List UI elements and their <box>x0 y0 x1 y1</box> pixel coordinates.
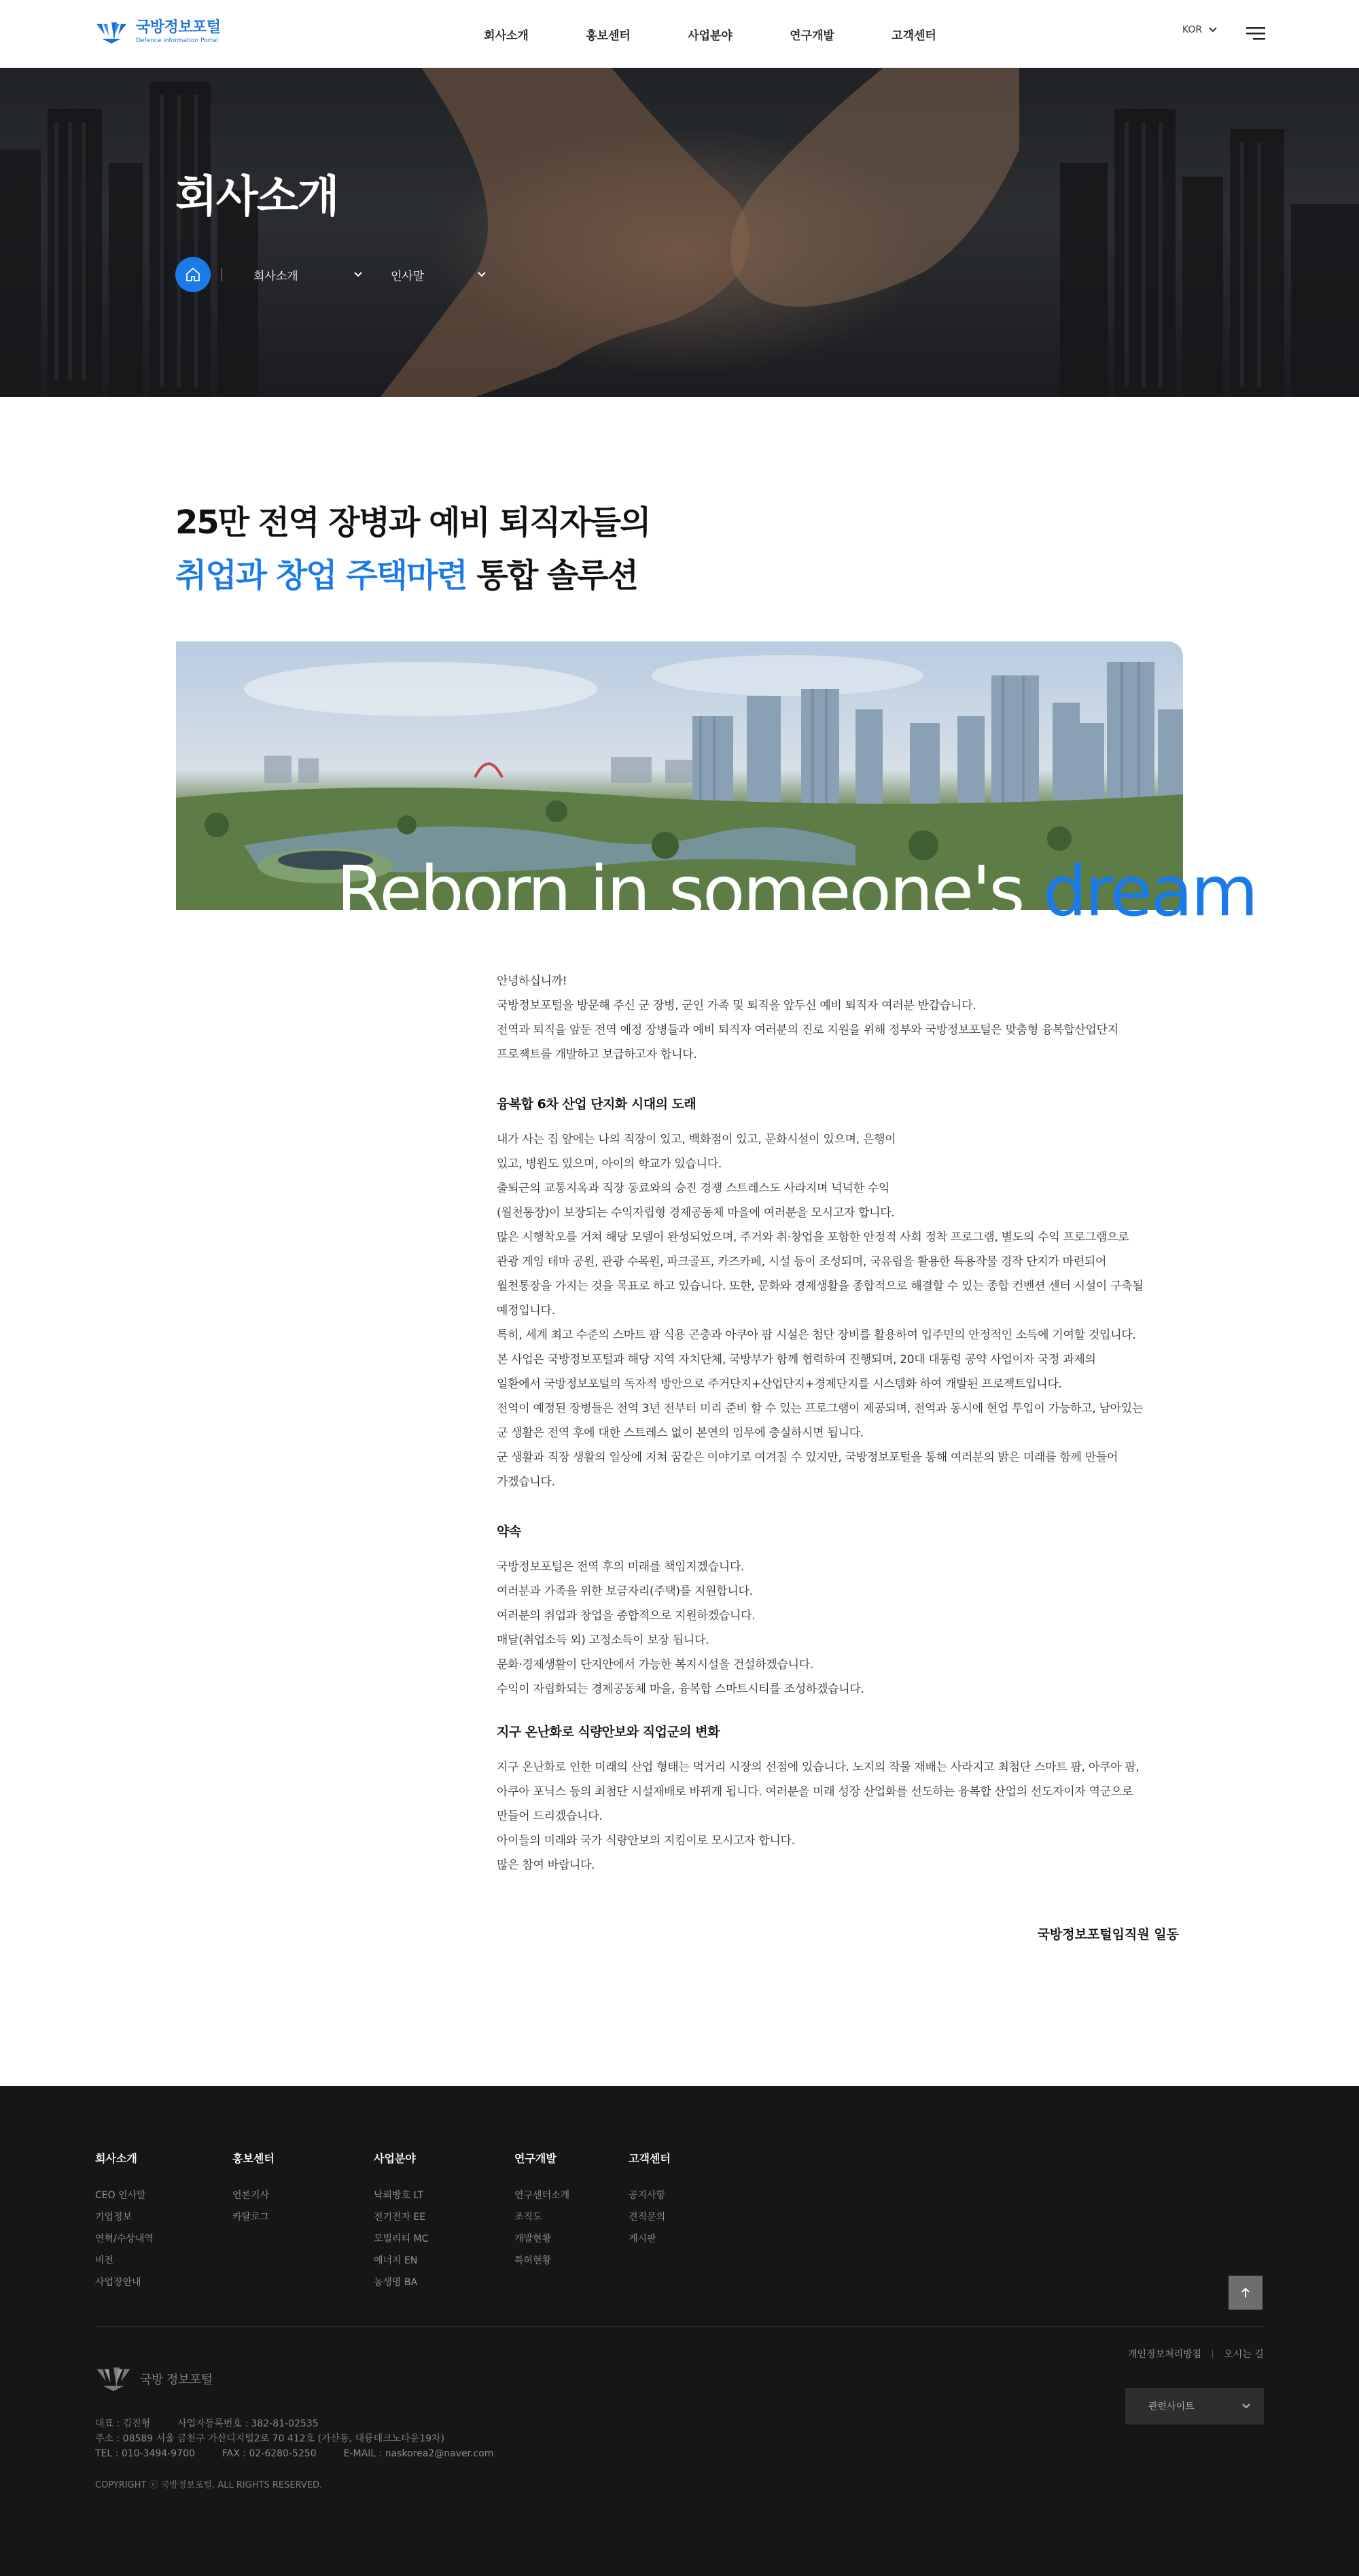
footer-sitemap-company <box>95 2150 154 2293</box>
greeting-text-line: (월천통장)이 보장되는 수익자립형 경제공동체 마을에 여러분을 모시고자 합니다. <box>497 1206 895 1220</box>
footer-link[interactable]: CEO 인사말 <box>95 2190 146 2201</box>
company-email: E-MAIL : naskorea2@naver.com <box>343 2448 494 2459</box>
greeting-text-line: 전역이 예정된 장병들은 전역 3년 전부터 미리 준비 할 수 있는 프로그램이 제공되며, 전역과 동시에 현업 투입이 가능하고, 남아있는 <box>497 1402 1143 1415</box>
greeting-text-line: 안녕하십니까! <box>497 974 567 988</box>
greeting-text-line: 여러분과 가족을 위한 보금자리(주택)를 지원합니다. <box>497 1585 753 1598</box>
greeting-text-line: 일환에서 국방정보포털의 독자적 방안으로 주거단지+산업단지+경제단지를 시스템화 하여 개발된 프로젝트입니다. <box>497 1377 1062 1391</box>
directions-link[interactable]: 오시는 길 <box>1224 2349 1264 2360</box>
nav-item-pr[interactable]: 홍보센터 <box>586 29 631 43</box>
footer-column-title[interactable]: 홍보센터 <box>232 2152 275 2165</box>
greeting-text-line: 많은 참여 바랍니다. <box>497 1858 595 1872</box>
footer-link[interactable]: 언론기사 <box>232 2190 270 2201</box>
greeting-text-line: 국방정보포털을 방문해 주신 군 장병, 군인 가족 및 퇴직을 앞두신 예비 퇴직자 여러분 반갑습니다. <box>497 999 976 1012</box>
footer-link[interactable]: 카탈로그 <box>232 2212 270 2223</box>
footer-column-title[interactable]: 회사소개 <box>95 2152 137 2165</box>
section-heading-promise: 약속 <box>497 1524 521 1539</box>
nav-item-business[interactable]: 사업분야 <box>688 29 733 43</box>
company-fax: FAX : 02-6280-5250 <box>222 2448 317 2459</box>
nav-item-rnd[interactable]: 연구개발 <box>790 29 834 43</box>
greeting-text-line: 많은 시행착오를 거쳐 해당 모델이 완성되었으며, 주거와 취·창업을 포함한 안정적 사회 정착 프로그램, 별도의 수익 프로그램으로 <box>497 1231 1129 1244</box>
site-header <box>0 0 1359 68</box>
greeting-text-line: 특히, 세계 최고 수준의 스마트 팜 식용 곤충과 아쿠아 팜 시설은 첨단 장비를 활용하여 입주민의 안정적인 소득에 기여할 것입니다. <box>497 1328 1136 1342</box>
greeting-text-line: 있고, 병원도 있으며, 아이의 학교가 있습니다. <box>497 1157 722 1171</box>
footer-link[interactable]: 에너지 EN <box>374 2255 418 2266</box>
privacy-policy-link[interactable]: 개인정보처리방침 <box>1128 2349 1202 2360</box>
logo-text-ko: 국방정보포털 <box>136 19 221 36</box>
greeting-paragraph-1 <box>497 969 1183 1067</box>
footer-column-title[interactable]: 연구개발 <box>514 2152 557 2165</box>
greeting-text-line: 관광 게임 테마 공원, 관광 수목원, 파크골프, 카즈카페, 시설 등이 조성되며, 국유림을 활용한 특용작물 경작 단지가 마련되어 <box>497 1255 1107 1269</box>
banner-slogan-main: Reborn in someone's <box>336 851 1043 932</box>
footer-column-title[interactable]: 고객센터 <box>629 2152 671 2165</box>
intro-headline-line1: 25만 전역 장병과 예비 퇴직자들의 <box>175 504 650 542</box>
company-tel: TEL : 010-3494-9700 <box>95 2448 195 2459</box>
greeting-text-line: 여러분의 취업과 창업을 종합적으로 지원하겠습니다. <box>497 1609 756 1623</box>
site-footer <box>0 2086 1359 2576</box>
chevron-down-icon <box>354 272 362 277</box>
greeting-text-line: 수익이 자립화되는 경제공동체 마을, 융복합 스마트시티를 조성하겠습니다. <box>497 1682 864 1696</box>
footer-sitemap-support <box>629 2150 671 2250</box>
home-button[interactable] <box>175 257 211 292</box>
intro-headline-rest: 통합 솔루션 <box>466 557 638 595</box>
breadcrumb <box>175 257 486 292</box>
breadcrumb-depth1-dropdown[interactable] <box>253 266 362 283</box>
greeting-text-line: 본 사업은 국방정보포털과 해당 지역 자치단체, 국방부가 함께 협력하여 진행되며, 20대 대통령 공약 사업이자 국정 과제의 <box>497 1353 1096 1366</box>
copyright-text: COPYRIGHT ⓒ 국방정보포털. ALL RIGHTS RESERVED. <box>95 2480 323 2490</box>
footer-logo <box>95 2366 213 2392</box>
footer-link[interactable]: 농생명 BA <box>374 2277 418 2288</box>
greeting-text-line: 매달(취업소득 외) 고정소득이 보장 됩니다. <box>497 1634 709 1647</box>
logo-text-en: Defence information Portal <box>136 37 218 44</box>
footer-link[interactable]: 조직도 <box>514 2212 542 2223</box>
main-nav <box>455 0 965 68</box>
footer-sitemap-rnd <box>514 2150 569 2272</box>
footer-link[interactable]: 연구센터소개 <box>514 2190 570 2201</box>
greeting-text-line: 예정입니다. <box>497 1304 555 1318</box>
footer-link[interactable]: 전기전자 EE <box>374 2212 426 2223</box>
greeting-paragraph-2 <box>497 1127 1183 1494</box>
banner-slogan <box>336 851 1256 932</box>
footer-logo-text: 국방 정보포털 <box>140 2373 213 2387</box>
footer-sitemap-pr <box>232 2150 275 2228</box>
breadcrumb-depth2-dropdown[interactable] <box>391 266 486 283</box>
breadcrumb-depth1-label: 회사소개 <box>253 269 298 283</box>
intro-headline-accent: 취업과 창업 주택마련 <box>175 557 467 595</box>
greeting-text-line: 아이들의 미래와 국가 식량안보의 지킴이로 모시고자 합니다. <box>497 1834 795 1848</box>
arrow-up-icon <box>1240 2287 1251 2299</box>
footer-link[interactable]: 공지사항 <box>629 2190 666 2201</box>
footer-link[interactable]: 사업장안내 <box>95 2277 141 2288</box>
footer-link[interactable]: 개발현황 <box>514 2234 552 2244</box>
hero-banner <box>0 68 1359 397</box>
greeting-paragraph-4 <box>497 1755 1183 1877</box>
ceo-name: 대표 : 김진형 <box>95 2418 151 2429</box>
footer-policy-links <box>1128 2347 1264 2361</box>
page-title: 회사소개 <box>175 172 338 222</box>
business-number: 사업자등록번호 : 382-81-02535 <box>177 2418 319 2429</box>
chevron-down-icon <box>1209 27 1217 33</box>
family-site-select[interactable] <box>1125 2388 1264 2424</box>
footer-link[interactable]: 낙뢰방호 LT <box>374 2190 423 2201</box>
logo-emblem-icon <box>95 21 128 44</box>
nav-item-support[interactable]: 고객센터 <box>892 29 936 43</box>
language-selector[interactable] <box>1182 24 1217 35</box>
language-label: KOR <box>1182 24 1203 35</box>
breadcrumb-depth2-label: 인사말 <box>391 269 425 283</box>
footer-link[interactable]: 견적문의 <box>629 2212 666 2223</box>
footer-link-separator <box>1212 2350 1213 2358</box>
hero-background-image <box>0 68 1359 397</box>
greeting-text-line: 전역과 퇴직을 앞둔 전역 예정 장병들과 예비 퇴직자 여러분의 진로 지원을 위해 정부와 국방정보포털은 맞춤형 융복합산업단지 <box>497 1023 1118 1037</box>
footer-column-title[interactable]: 사업분야 <box>374 2152 416 2165</box>
footer-link[interactable]: 게시판 <box>629 2234 656 2244</box>
nav-item-company[interactable]: 회사소개 <box>484 29 529 43</box>
chevron-down-icon <box>478 272 486 277</box>
greeting-signature: 국방정보포털임직원 일동 <box>1037 1927 1179 1942</box>
greeting-text-line: 내가 사는 집 앞에는 나의 직장이 있고, 백화점이 있고, 문화시설이 있으며, 은행이 <box>497 1133 896 1146</box>
footer-link[interactable]: 연혁/수상내역 <box>95 2234 154 2244</box>
home-icon <box>185 266 201 283</box>
hamburger-menu-icon[interactable] <box>1246 26 1265 41</box>
family-site-label: 관련사이트 <box>1148 2401 1195 2412</box>
greeting-text-line: 만들어 드리겠습니다. <box>497 1810 603 1823</box>
greeting-text-line: 군 생활과 직장 생활의 일상에 지쳐 꿈같은 이야기로 여겨질 수 있지만, 국방정보포털을 통해 여러분의 밝은 미래를 함께 만들어 <box>497 1451 1118 1464</box>
greeting-text-line: 국방정보포털은 전역 후의 미래를 책임지겠습니다. <box>497 1560 745 1574</box>
footer-link[interactable]: 모빌리티 MC <box>374 2234 429 2244</box>
greeting-text-line: 군 생활은 전역 후에 대한 스트레스 없이 본연의 임무에 충실하시면 됩니다. <box>497 1426 864 1440</box>
footer-link[interactable]: 기업정보 <box>95 2212 133 2223</box>
greeting-text-line: 프로젝트를 개발하고 보급하고자 합니다. <box>497 1048 697 1061</box>
city-banner-image <box>176 641 1256 932</box>
greeting-text-line: 가겠습니다. <box>497 1475 555 1489</box>
logo-emblem-icon <box>95 2366 132 2392</box>
greeting-text-line: 문화·경제생활이 단지안에서 가능한 복지시설을 건설하겠습니다. <box>497 1658 813 1672</box>
footer-divider <box>95 2326 1264 2327</box>
scroll-to-top-button[interactable] <box>1229 2276 1263 2310</box>
company-address: 주소 : 08589 서울 금천구 가산디지털2로 70 412호 (가산동, 대륭테크노타운19차) <box>95 2433 445 2444</box>
chevron-down-icon <box>1242 2403 1250 2409</box>
section-heading-industry: 융복합 6차 산업 단지화 시대의 도래 <box>497 1097 696 1112</box>
greeting-text-line: 월천통장을 가지는 것을 목표로 하고 있습니다. 또한, 문화와 경제생활을 종합적으로 해결할 수 있는 종합 컨벤션 센터 시설이 구축될 <box>497 1280 1144 1293</box>
greeting-paragraph-3 <box>497 1555 1183 1701</box>
company-info <box>95 2416 493 2461</box>
footer-sitemap-business <box>374 2150 428 2293</box>
ceo-greeting-content <box>497 969 1183 1877</box>
footer-link[interactable]: 특허현황 <box>514 2255 552 2266</box>
greeting-text-line: 출퇴근의 교통지옥과 직장 동료와의 승진 경쟁 스트레스도 사라지며 넉넉한 수익 <box>497 1182 889 1195</box>
banner-slogan-accent: dream <box>1042 851 1256 932</box>
greeting-text-line: 아쿠아 포닉스 등의 최첨단 시설재배로 바뀌게 됩니다. 여러분을 미래 성장 산업화를 선도하는 융복합 산업의 선도자이자 역군으로 <box>497 1785 1133 1799</box>
site-logo[interactable] <box>95 20 221 44</box>
footer-link[interactable]: 비전 <box>95 2255 114 2266</box>
intro-headline-line2 <box>175 549 637 596</box>
greeting-text-line: 지구 온난화로 인한 미래의 산업 형태는 먹거리 시장의 선점에 있습니다. 노지의 작물 재배는 사라지고 최첨단 스마트 팜, 아쿠아 팜, <box>497 1761 1140 1774</box>
section-heading-climate: 지구 온난화로 식량안보와 직업군의 변화 <box>497 1725 720 1740</box>
